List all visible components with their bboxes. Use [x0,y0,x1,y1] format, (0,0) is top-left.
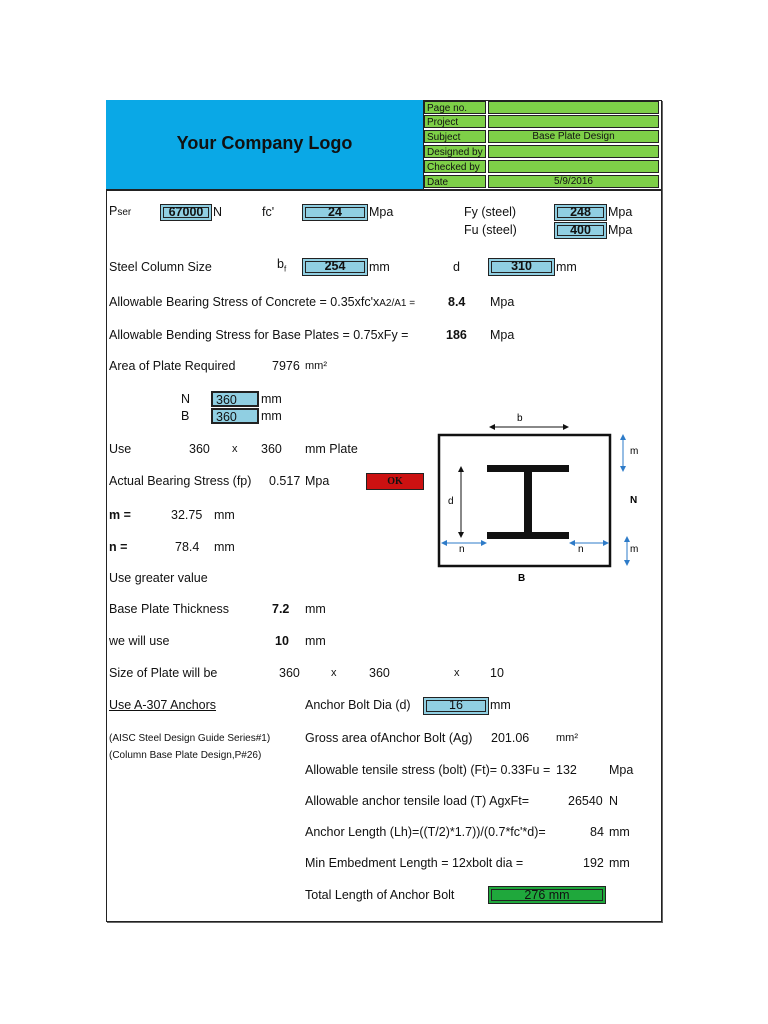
b-dim-unit: mm [261,409,282,423]
reference-line-1: (AISC Steel Design Guide Series#1) [109,733,271,744]
company-logo-text: Your Company Logo [176,133,353,153]
bearing-concrete-label: Allowable Bearing Stress of Concrete = 0.35xfc'xA2/A1 = [109,295,416,309]
tensile-load-value: 26540 [568,794,603,808]
anchor-dia-unit: mm [490,698,511,712]
use-b-value: 360 [261,442,282,456]
b-dim-input[interactable]: 360 [211,408,259,424]
n-dim-label: N [181,392,191,406]
header-value-subject[interactable]: Base Plate Design [488,130,659,143]
m-unit: mm [214,508,235,522]
n-dim-unit: mm [261,392,282,406]
m-value: 32.75 [171,508,203,522]
embedment-label: Min Embedment Length = 12xbolt dia = [305,856,524,870]
plate-size-times-1: x [331,667,337,679]
company-logo-area [106,100,424,190]
fu-input[interactable]: 400 [554,222,607,239]
will-use-value: 10 [275,634,289,648]
fu-unit: Mpa [608,223,633,237]
n-unit: mm [214,540,235,554]
reference-line-2: (Column Base Plate Design,P#26) [109,750,262,761]
bf-unit: mm [369,260,390,274]
fy-unit: Mpa [608,205,633,219]
use-n-value: 360 [189,442,210,456]
bending-stress-unit: Mpa [490,328,515,342]
column-size-label: Steel Column Size [109,260,212,274]
fc-unit: Mpa [369,205,394,219]
m-label: m = [109,508,131,522]
header-label-designed-by: Designed by [424,145,486,158]
pser-unit: N [213,205,223,219]
anchor-dia-label: Anchor Bolt Dia (d) [305,698,411,712]
header-divider [106,189,661,191]
area-required-label: Area of Plate Required [109,359,236,373]
area-required-value: 7976 [272,359,300,373]
tensile-stress-value: 132 [556,763,577,777]
fc-label: fc' [262,205,275,219]
pser-label: Pser [109,204,132,218]
area-required-unit: mm² [305,360,327,372]
use-times-sign: x [232,443,238,455]
will-use-label: we will use [109,634,170,648]
anchor-area-value: 201.06 [491,731,530,745]
fy-label: Fy (steel) [464,205,517,219]
n-value: 78.4 [175,540,200,554]
header-label-date: Date [424,175,486,188]
base-plate-diagram [432,405,652,585]
use-unit: mm Plate [305,442,358,456]
bending-stress-value: 186 [446,328,467,342]
fp-label: Actual Bearing Stress (fp) [109,474,252,488]
use-label: Use [109,442,132,456]
header-label-subject: Subject [424,130,486,143]
fu-label: Fu (steel) [464,223,517,237]
tensile-load-unit: N [609,794,619,808]
anchor-length-unit: mm [609,825,630,839]
d-unit: mm [556,260,577,274]
embedment-unit: mm [609,856,630,870]
plate-size-n: 360 [279,666,300,680]
fp-unit: Mpa [305,474,330,488]
column-web [524,472,532,532]
bending-stress-label: Allowable Bending Stress for Base Plates = 0.75xFy = [109,328,409,342]
diagram-m-top-label: m [630,446,639,457]
bearing-concrete-unit: Mpa [490,295,515,309]
d-label: d [453,260,460,274]
n-dim-input[interactable]: 360 [211,391,259,407]
header-value-page[interactable] [488,101,659,114]
diagram-n-right-label: n [578,544,584,555]
total-length-label: Total Length of Anchor Bolt [305,888,455,902]
total-length-value: 276 mm [488,886,606,904]
bottom-flange [487,532,569,539]
top-flange [487,465,569,472]
plate-size-label: Size of Plate will be [109,666,218,680]
tensile-load-label: Allowable anchor tensile load (T) AgxFt= [305,794,530,808]
anchor-length-label: Anchor Length (Lh)=((T/2)*1.7))/(0.7*fc'*d)= [305,825,546,839]
header-label-checked-by: Checked by [424,160,486,173]
plate-size-t: 10 [490,666,504,680]
fy-input[interactable]: 248 [554,204,607,221]
fp-value: 0.517 [269,474,301,488]
header-label-page: Page no. [424,101,486,114]
plate-size-b: 360 [369,666,390,680]
bearing-concrete-value: 8.4 [448,295,466,309]
header-value-project[interactable] [488,115,659,128]
anchor-dia-input[interactable]: 16 [423,697,489,715]
pser-input[interactable]: 67000 [160,204,212,221]
anchor-area-label: Gross area ofAnchor Bolt (Ag) [305,731,473,745]
thickness-unit: mm [305,602,326,616]
thickness-value: 7.2 [272,602,290,616]
ok-status-badge: OK [366,473,424,490]
header-value-designed-by[interactable] [488,145,659,158]
greater-value-note: Use greater value [109,571,208,585]
diagram-B-label: B [518,573,526,584]
anchor-length-value: 84 [590,825,604,839]
header-value-date[interactable]: 5/9/2016 [488,175,659,188]
diagram-m-bottom-label: m [630,544,639,555]
d-input[interactable]: 310 [488,258,555,276]
anchor-type-heading: Use A-307 Anchors [109,698,217,712]
diagram-N-label: N [630,495,638,506]
fc-input[interactable]: 24 [302,204,368,221]
header-value-checked-by[interactable] [488,160,659,173]
diagram-n-left-label: n [459,544,465,555]
tensile-stress-label: Allowable tensile stress (bolt) (Ft)= 0.33Fu = [305,763,551,777]
header-label-project: Project [424,115,486,128]
b-dim-label: B [181,409,190,423]
bf-input[interactable]: 254 [302,258,368,276]
embedment-value: 192 [583,856,604,870]
bf-label: $b_f$ [277,257,287,274]
diagram-b-label: b [517,413,523,424]
will-use-unit: mm [305,634,326,648]
thickness-label: Base Plate Thickness [109,602,229,616]
anchor-area-unit: mm² [556,732,578,744]
plate-size-times-2: x [454,667,460,679]
n-label: n = [109,540,128,554]
diagram-d-label: d [448,496,454,507]
tensile-stress-unit: Mpa [609,763,634,777]
